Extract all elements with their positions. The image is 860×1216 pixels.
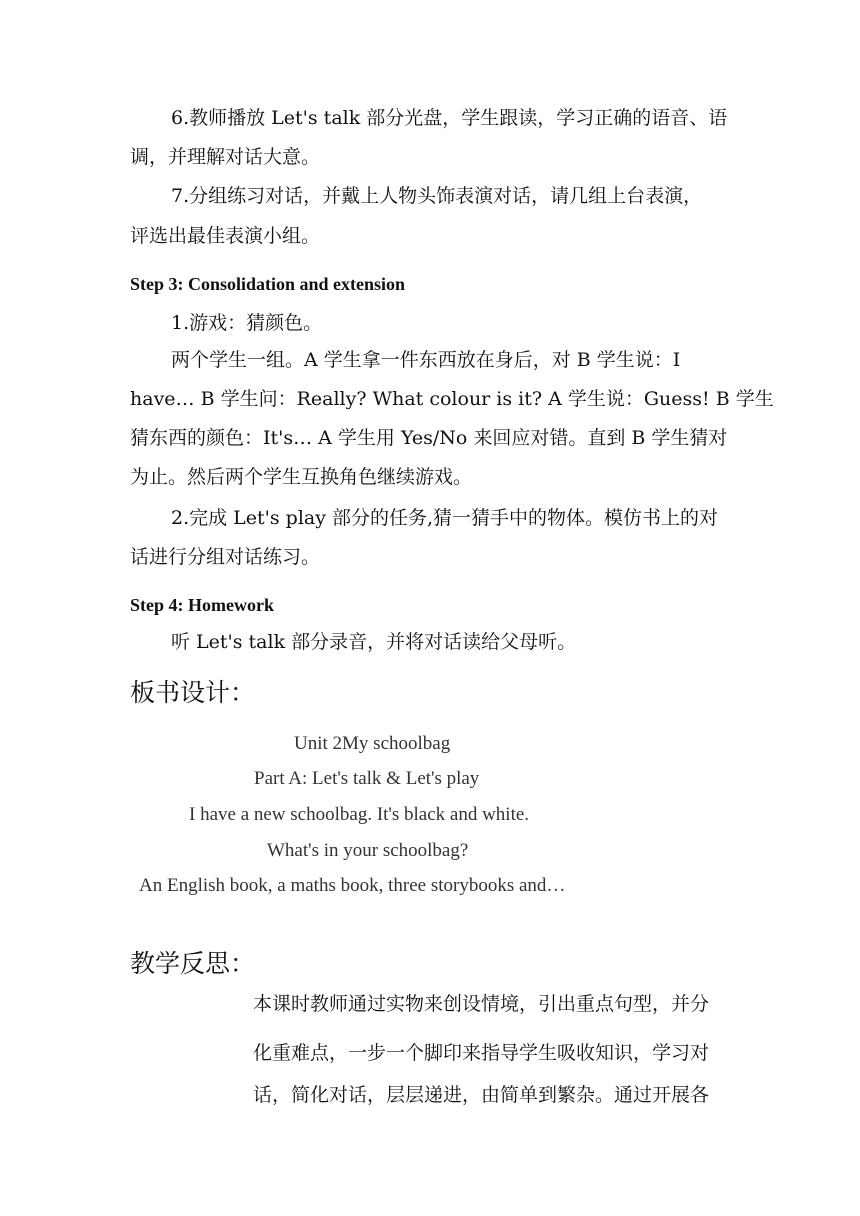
game-desc-line4: 为止。然后两个学生互换角色继续游戏。 bbox=[130, 466, 473, 488]
reflection-line3: 话，简化对话，层层递进，由简单到繁杂。通过开展各 bbox=[253, 1084, 710, 1106]
board-line-question: What's in your schoolbag? bbox=[267, 840, 469, 861]
step3-heading: Step 3: Consolidation and extension bbox=[130, 274, 406, 294]
board-line-sentence1: I have a new schoolbag. It's black and white. bbox=[189, 804, 530, 825]
game-desc-line1: 两个学生一组。A 学生拿一件东西放在身后，对 B 学生说：I bbox=[171, 349, 681, 371]
board-line-part: Part A: Let's talk & Let's play bbox=[254, 768, 480, 789]
board-design-title: 板书设计： bbox=[130, 678, 256, 707]
step3-item1: 1.游戏：猜颜色。 bbox=[171, 312, 323, 334]
game-desc-line2: have… B 学生问：Really? What colour is it? A 学生说：Guess! B 学生 bbox=[130, 388, 774, 410]
game-desc-line3: 猜东西的颜色：It's… A 学生用 Yes/No 来回应对错。直到 B 学生猜对 bbox=[130, 427, 728, 449]
board-line-unit: Unit 2My schoolbag bbox=[294, 733, 451, 754]
item7-line2: 评选出最佳表演小组。 bbox=[130, 225, 321, 247]
reflection-line2: 化重难点，一步一个脚印来指导学生吸收知识，学习对 bbox=[253, 1042, 710, 1064]
item7-line1: 7.分组练习对话，并戴上人物头饰表演对话，请几组上台表演， bbox=[171, 185, 703, 207]
step3-item2-line2: 话进行分组对话练习。 bbox=[130, 546, 321, 568]
step4-text: 听 Let's talk 部分录音，并将对话读给父母听。 bbox=[171, 631, 577, 653]
board-design-image bbox=[130, 725, 650, 905]
step4-heading: Step 4: Homework bbox=[130, 595, 274, 615]
step3-item2-line1: 2.完成 Let's play 部分的任务,猜一猜手中的物体。模仿书上的对 bbox=[171, 507, 719, 529]
reflection-title: 教学反思： bbox=[130, 949, 256, 978]
item6-line1: 6.教师播放 Let's talk 部分光盘，学生跟读，学习正确的语音、语 bbox=[171, 107, 728, 129]
reflection-line1: 本课时教师通过实物来创设情境，引出重点句型，并分 bbox=[253, 993, 710, 1015]
item6-line2: 调，并理解对话大意。 bbox=[130, 146, 321, 168]
board-line-answer: An English book, a maths book, three storybooks and… bbox=[139, 875, 566, 896]
